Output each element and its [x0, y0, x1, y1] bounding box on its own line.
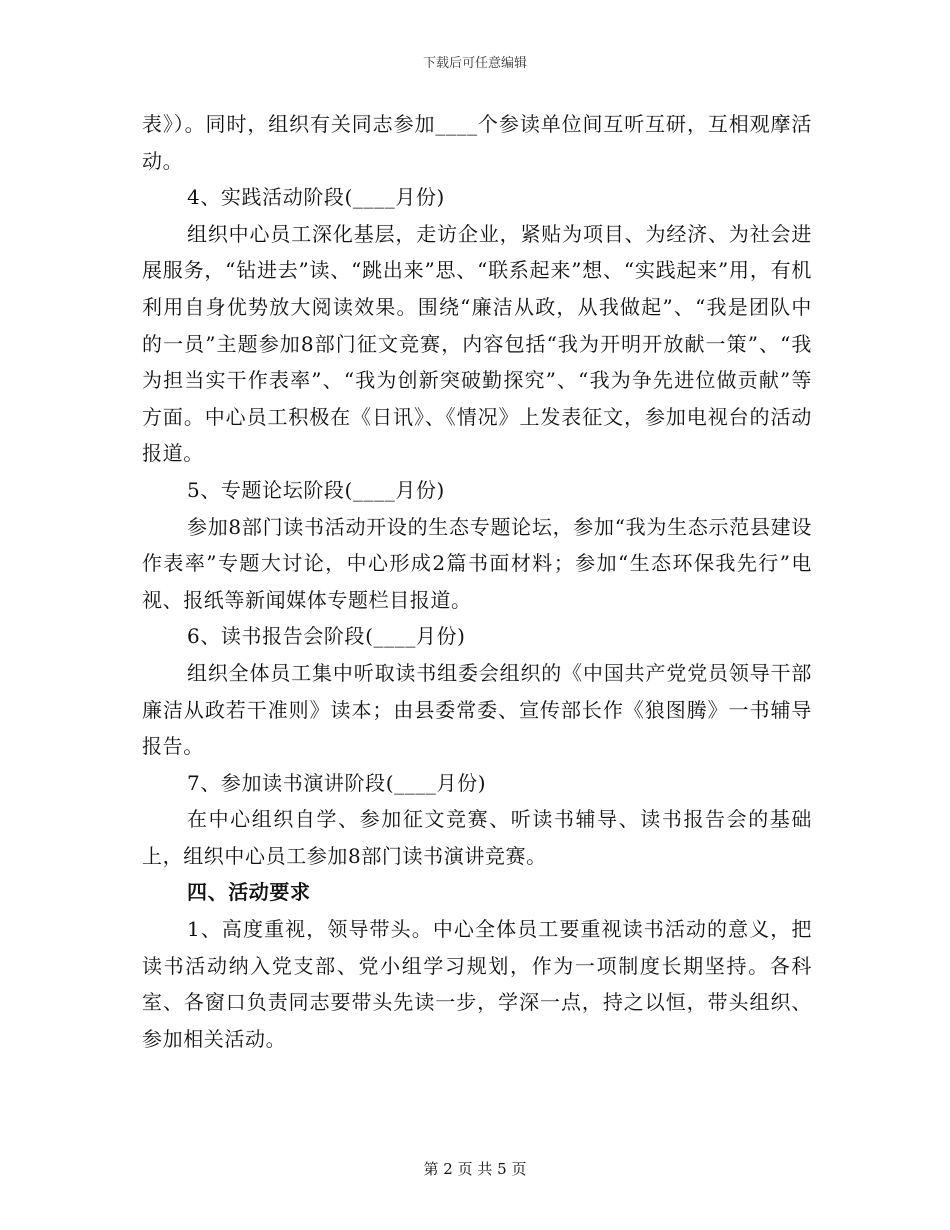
chapter-heading-requirements: 四、活动要求 — [187, 880, 311, 905]
section-heading-report-stage: 6、读书报告会阶段(____月份) — [187, 624, 466, 649]
page-number: 第 2 页 共 5 页 — [423, 1160, 527, 1178]
document-body — [142, 106, 812, 1057]
paragraph-requirement-1: 1、高度重视，领导带头。中心全体员工要重视读书活动的意义，把读书活动纳入党支部、党小组学习规划，作为一项制度长期坚持。各科室、各窗口负责同志要带头先读一步，学深一点，持之以恒，带头组织、参加相关活动。 — [142, 917, 812, 1051]
paragraph-speech-stage: 在中心组织自学、参加征文竞赛、听读书辅导、读书报告会的基础上，组织中心员工参加8部门读书演讲竞赛。 — [142, 807, 812, 868]
paragraph-practice-stage: 组织中心员工深化基层，走访企业，紧贴为项目、为经济、为社会进展服务，“钻进去”读、“跳出来”思、“联系起来”想、“实践起来”用，有机利用自身优势放大阅读效果。围绕“廉洁从政，从我做起”、“我是团队中的一员”主题参加8部门征文竞赛，内容包括“我为开明开放献一策”、“我为担当实干作表率”、“我为创新突破勤探究”、“我为争先进位做贡献”等方面。中心员工积极在《日讯》、《情况》上发表征文，参加电视台的活动报道。 — [142, 221, 812, 466]
paragraph-continuation: 表》）。同时，组织有关同志参加____个参读单位间互听互研，互相观摩活动。 — [142, 112, 812, 173]
section-heading-forum-stage: 5、专题论坛阶段(____月份) — [187, 477, 445, 502]
paragraph-report-stage: 组织全体员工集中听取读书组委会组织的《中国共产党党员领导干部廉洁从政若干准则》读本；由县委常委、宣传部长作《狼图腾》一书辅导报告。 — [142, 660, 812, 759]
page-header-note: 下载后可任意编辑 — [422, 56, 527, 71]
section-heading-practice-stage: 4、实践活动阶段(____月份) — [187, 185, 445, 210]
paragraph-forum-stage: 参加8部门读书活动开设的生态专题论坛，参加“我为生态示范县建设作表率”专题大讨论，中心形成2篇书面材料；参加“生态环保我先行”电视、报纸等新闻媒体专题栏目报道。 — [142, 514, 812, 612]
section-heading-speech-stage: 7、参加读书演讲阶段(____月份) — [187, 770, 487, 795]
